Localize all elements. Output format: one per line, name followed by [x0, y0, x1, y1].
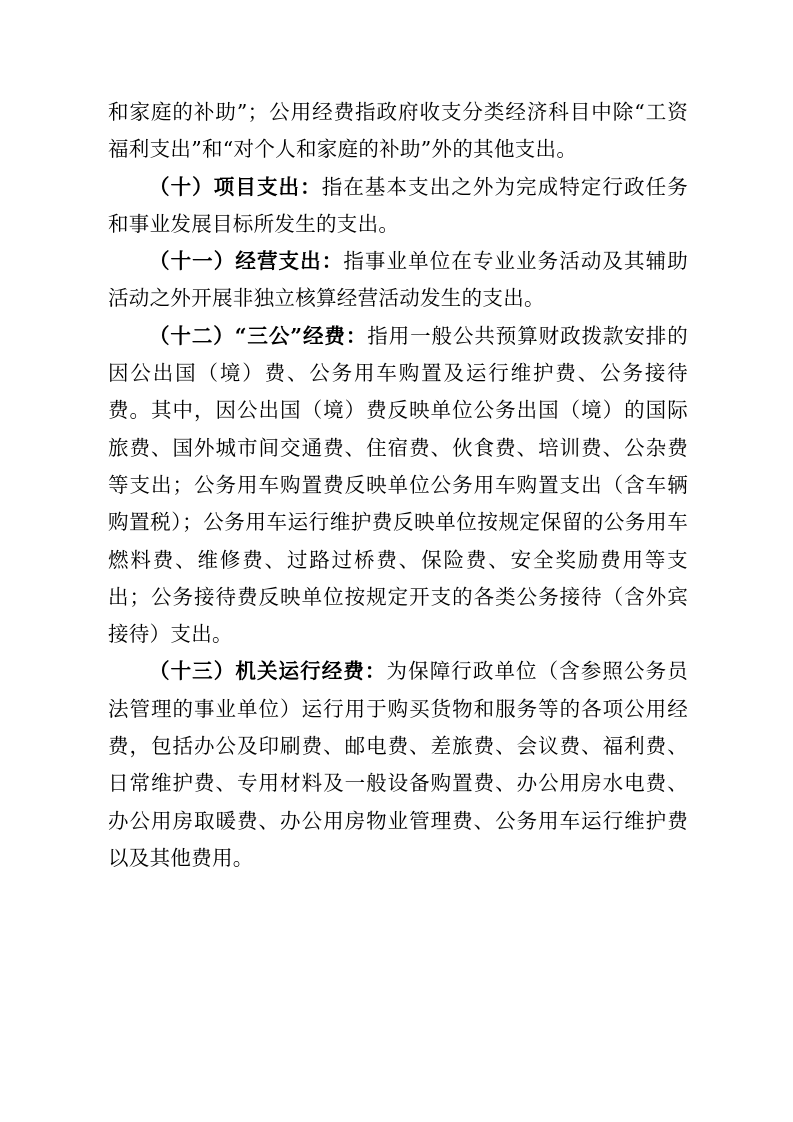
paragraph-text: 指用一般公共预算财政拨款安排的因公出国（境）费、公务用车购置及运行维护费、公务接待费。其中，因公出国（境）费反映单位公务出国（境）的国际旅费、国外城市间交通费、住宿费、伙食费、培训费、公杂费等支出；公务用车购置费反映单位公务用车购置支出（含车辆购置税）；公务用车运行维护费反映单位按规定保留的公务用车燃料费、维修费、过路过桥费、保险费、安全奖励费用等支出；公务接待费反映单位按规定开支的各类公务接待（含外宾接待）支出。	[108, 323, 689, 647]
paragraph-text: 和家庭的补助”；公用经费指政府收支分类经济科目中除“工资福利支出”和“对个人和家庭的补助”外的其他支出。	[108, 100, 688, 162]
paragraph-text: 指在基本支出之外为完成特定行政任务和事业发展目标所发生的支出。	[108, 174, 688, 236]
paragraph-term: （十一）经营支出：	[149, 249, 344, 274]
paragraph-term: （十）项目支出：	[149, 174, 322, 199]
paragraph-continuation	[108, 94, 688, 169]
paragraph-agency-operating-expenses	[108, 653, 688, 877]
paragraph-text: 指事业单位在专业业务活动及其辅助活动之外开展非独立核算经营活动发生的支出。	[108, 249, 688, 311]
paragraph-term: （十二）“三公”经费：	[149, 323, 368, 348]
paragraph-term: （十三）机关运行经费：	[149, 659, 387, 684]
paragraph-operating-expenditure	[108, 243, 688, 318]
document-page	[108, 94, 688, 877]
paragraph-text: 为保障行政单位（含参照公务员法管理的事业单位）运行用于购买货物和服务等的各项公用经费，包括办公及印刷费、邮电费、差旅费、会议费、福利费、日常维护费、专用材料及一般设备购置费、办公用房水电费、办公用房取暖费、办公用房物业管理费、公务用车运行维护费以及其他费用。	[108, 659, 688, 870]
paragraph-project-expenditure	[108, 169, 688, 244]
paragraph-three-public-expenses	[108, 318, 688, 654]
